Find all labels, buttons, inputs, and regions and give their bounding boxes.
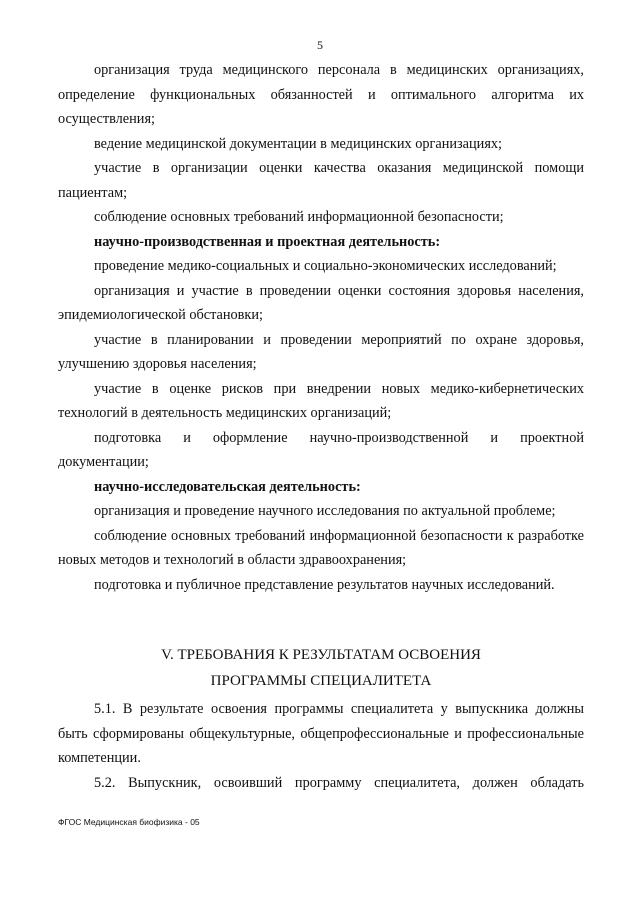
subsection-heading: научно-исследовательская деятельность: <box>94 478 361 495</box>
paragraph: проведение медико-социальных и социально-экономических исследований; <box>94 258 557 274</box>
paragraph: подготовка и оформление научно-производственной и проектной документации; <box>58 429 584 470</box>
paragraph: участие в планировании и проведении мероприятий по охране здоровья, улучшению здоровья населения; <box>58 331 584 372</box>
subsection-heading: научно-производственная и проектная деятельность: <box>94 233 441 250</box>
paragraph: участие в организации оценки качества оказания медицинской помощи пациентам; <box>58 160 584 201</box>
paragraph: ведение медицинской документации в медицинских организациях; <box>94 135 503 152</box>
paragraph: организация труда медицинского персонала в медицинских организациях, определение функциональных обязанностей и оптимального алгоритма их осуществления; <box>58 62 584 127</box>
paragraph-5-1: 5.1. В результате освоения программы специалитета у выпускника должны быть сформированы общекультурные, общепрофессиональные и профессиональные компетенции. <box>58 701 584 766</box>
paragraph-5-2: 5.2. Выпускник, освоивший программу специалитета, должен обладать <box>94 774 584 791</box>
paragraph: организация и участие в проведении оценки состояния здоровья населения, эпидемиологической обстановки; <box>58 282 584 323</box>
section-heading <box>58 642 584 694</box>
paragraph: подготовка и публичное представление результатов научных исследований. <box>94 576 555 593</box>
page-number: 5 <box>317 38 323 52</box>
paragraph: соблюдение основных требований информационной безопасности; <box>94 209 504 225</box>
footer-label: ФГОС Медицинская биофизика - 05 <box>58 817 200 827</box>
section-body <box>58 697 584 795</box>
paragraph: соблюдение основных требований информационной безопасности к разработке новых методов и технологий в области здравоохранения; <box>58 527 584 568</box>
document-body <box>58 58 584 597</box>
paragraph: участие в оценке рисков при внедрении новых медико-кибернетических технологий в деятельность медицинских организаций; <box>58 380 584 421</box>
section-heading-line-2: ПРОГРАММЫ СПЕЦИАЛИТЕТА <box>210 673 432 689</box>
section-heading-line-1: V. ТРЕБОВАНИЯ К РЕЗУЛЬТАТАМ ОСВОЕНИЯ <box>161 647 481 663</box>
paragraph: организация и проведение научного исследования по актуальной проблеме; <box>94 503 556 519</box>
